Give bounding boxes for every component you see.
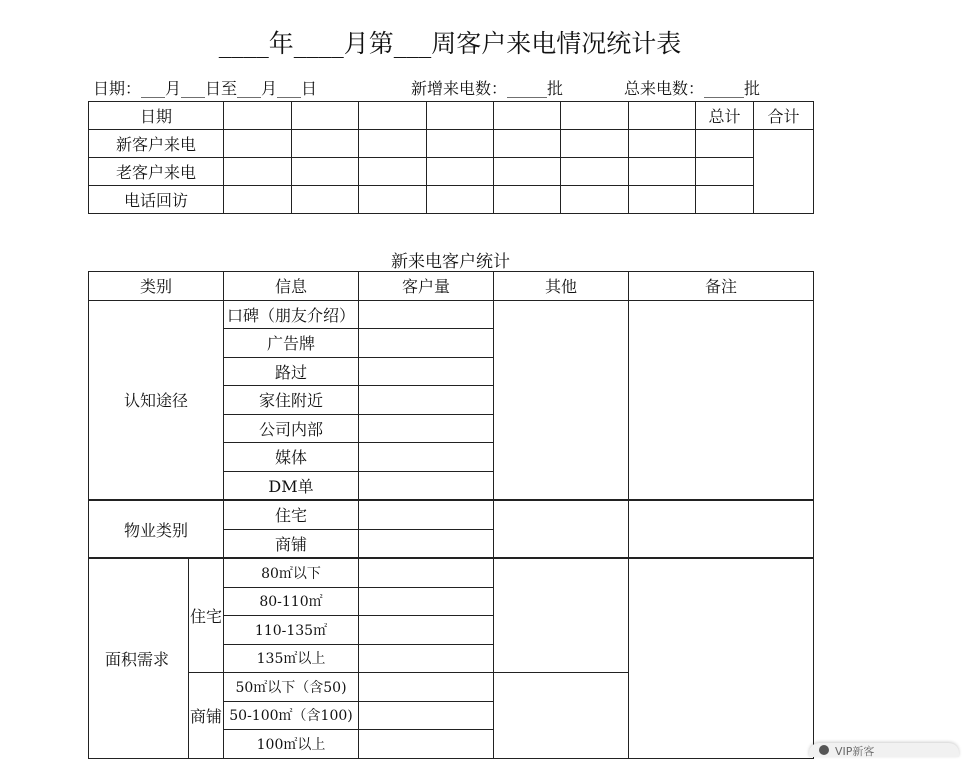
cell[interactable]: [561, 130, 629, 158]
count-cell[interactable]: [359, 443, 494, 472]
count-cell[interactable]: [359, 558, 494, 587]
table-row: [89, 186, 814, 214]
cell[interactable]: [561, 158, 629, 186]
cell[interactable]: [427, 102, 494, 130]
col-header-other: 其他: [494, 272, 629, 301]
col-header-category: 类别: [89, 272, 224, 301]
info-cell: 路过: [224, 357, 359, 386]
info-cell: 50-100㎡（含100): [224, 701, 359, 730]
cell[interactable]: [696, 158, 754, 186]
cell[interactable]: [359, 130, 427, 158]
count-cell[interactable]: [359, 730, 494, 759]
cell[interactable]: [292, 102, 359, 130]
cell[interactable]: [224, 102, 292, 130]
cell[interactable]: [224, 130, 292, 158]
call-summary-table: [88, 101, 814, 214]
other-cell[interactable]: [494, 558, 629, 673]
category-awareness: 认知途径: [89, 300, 224, 500]
cell[interactable]: [561, 102, 629, 130]
info-cell: 家住附近: [224, 386, 359, 415]
table-row: [89, 102, 814, 130]
cell[interactable]: [696, 130, 754, 158]
info-cell: 80㎡以下: [224, 558, 359, 587]
count-cell[interactable]: [359, 587, 494, 616]
col-header-total: 总计: [696, 102, 754, 130]
cell[interactable]: [494, 158, 561, 186]
other-cell[interactable]: [494, 673, 629, 759]
col-header-remarks: 备注: [629, 272, 814, 301]
info-cell: 135㎡以上: [224, 644, 359, 673]
col-header-sum: 合计: [754, 102, 814, 130]
total-calls-count: 总来电数：_____批: [624, 79, 761, 98]
subcategory-residential: 住宅: [189, 558, 224, 673]
count-cell[interactable]: [359, 300, 494, 329]
count-cell[interactable]: [359, 471, 494, 500]
info-cell: 媒体: [224, 443, 359, 472]
row-label-phone-followup: 电话回访: [89, 186, 224, 214]
cell[interactable]: [494, 102, 561, 130]
table-row: [89, 158, 814, 186]
remarks-cell[interactable]: [629, 558, 814, 758]
row-label-old-client-calls: 老客户来电: [89, 158, 224, 186]
count-cell[interactable]: [359, 529, 494, 558]
cell[interactable]: [494, 130, 561, 158]
info-cell: 80-110㎡: [224, 587, 359, 616]
info-cell: 住宅: [224, 500, 359, 529]
remarks-cell[interactable]: [629, 300, 814, 500]
other-cell[interactable]: [494, 500, 629, 558]
info-cell: DM单: [224, 471, 359, 500]
cell[interactable]: [629, 186, 696, 214]
sum-cell[interactable]: [754, 130, 814, 214]
cell[interactable]: [696, 186, 754, 214]
category-property-type: 物业类别: [89, 500, 224, 558]
info-cell: 商铺: [224, 529, 359, 558]
page-title: ____年____月第___周客户来电情况统计表: [218, 29, 682, 58]
cell[interactable]: [427, 130, 494, 158]
col-header-client-count: 客户量: [359, 272, 494, 301]
count-cell[interactable]: [359, 414, 494, 443]
info-cell: 口碑（朋友介绍）: [224, 300, 359, 329]
cell[interactable]: [292, 186, 359, 214]
info-cell: 100㎡以上: [224, 730, 359, 759]
row-label-date: 日期: [89, 102, 224, 130]
col-header-info: 信息: [224, 272, 359, 301]
avatar-icon: [819, 745, 829, 755]
cell[interactable]: [359, 186, 427, 214]
badge-text: VIP新客: [835, 745, 875, 757]
cell[interactable]: [427, 158, 494, 186]
row-label-new-client-calls: 新客户来电: [89, 130, 224, 158]
cell[interactable]: [629, 158, 696, 186]
cell[interactable]: [292, 130, 359, 158]
info-cell: 50㎡以下（含50): [224, 673, 359, 702]
remarks-cell[interactable]: [629, 500, 814, 558]
cell[interactable]: [494, 186, 561, 214]
cell[interactable]: [292, 158, 359, 186]
count-cell[interactable]: [359, 644, 494, 673]
table-header-row: [89, 272, 814, 301]
section-title: 新来电客户统计: [391, 252, 510, 272]
count-cell[interactable]: [359, 616, 494, 645]
table-row: [89, 300, 814, 329]
cell[interactable]: [359, 158, 427, 186]
category-area-demand: 面积需求: [89, 558, 189, 758]
info-cell: 广告牌: [224, 329, 359, 358]
other-cell[interactable]: [494, 300, 629, 500]
cell[interactable]: [427, 186, 494, 214]
cell[interactable]: [629, 130, 696, 158]
info-cell: 公司内部: [224, 414, 359, 443]
date-range: 日期：___月___日至___月___日: [93, 79, 318, 98]
vip-badge[interactable]: [809, 743, 959, 757]
cell[interactable]: [359, 102, 427, 130]
count-cell[interactable]: [359, 386, 494, 415]
cell[interactable]: [224, 186, 292, 214]
cell[interactable]: [629, 102, 696, 130]
new-client-stats-table: [88, 271, 814, 759]
table-row: [89, 558, 814, 587]
count-cell[interactable]: [359, 500, 494, 529]
count-cell[interactable]: [359, 701, 494, 730]
count-cell[interactable]: [359, 357, 494, 386]
subcategory-shop: 商铺: [189, 673, 224, 759]
cell[interactable]: [561, 186, 629, 214]
info-cell: 110-135㎡: [224, 616, 359, 645]
count-cell[interactable]: [359, 673, 494, 702]
table-row: [89, 130, 814, 158]
cell[interactable]: [224, 158, 292, 186]
new-calls-count: 新增来电数：_____批: [411, 79, 564, 98]
table-row: [89, 500, 814, 529]
count-cell[interactable]: [359, 329, 494, 358]
